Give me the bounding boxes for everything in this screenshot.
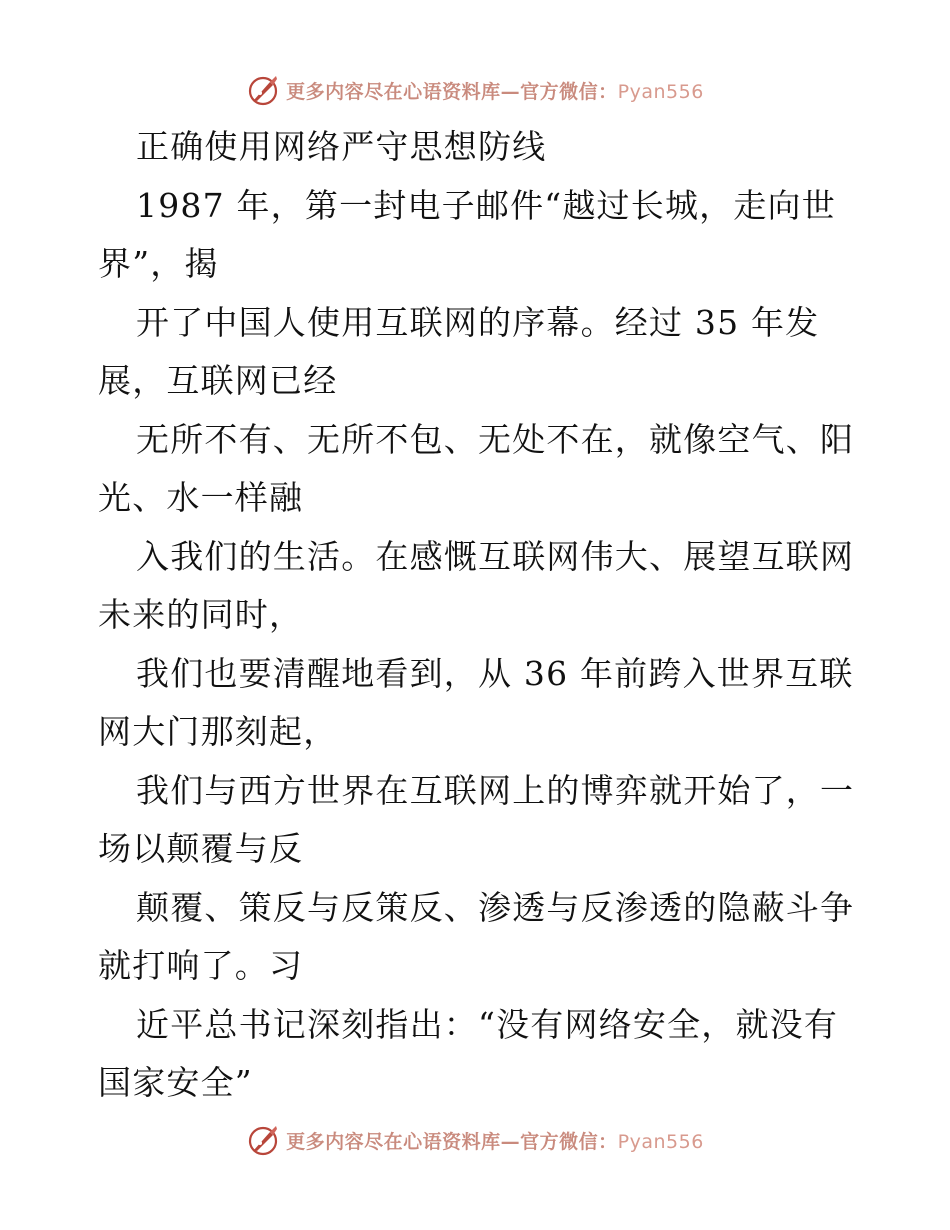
paragraph-line: 界”，揭: [98, 244, 219, 283]
paragraph-line: 场以颠覆与反: [98, 829, 304, 868]
paragraph-line: 入我们的生活。在感慨互联网伟大、展望互联网: [136, 536, 855, 576]
quill-pen-logo-icon: [246, 1123, 280, 1157]
watermark-text: 更多内容尽在心语资料库—官方微信：Pyan556: [286, 1130, 704, 1153]
footer-watermark-banner: [0, 1120, 950, 1160]
paragraph-line: 未来的同时，: [98, 595, 304, 634]
paragraph-line: 1987 年，第一封电子邮件“越过长城，走向世: [136, 185, 836, 225]
watermark-text: 更多内容尽在心语资料库—官方微信：Pyan556: [286, 80, 704, 103]
paragraph-line: 国家安全”: [98, 1063, 253, 1102]
quill-pen-logo-icon: [246, 73, 280, 107]
document-body: [98, 118, 858, 1113]
paragraph-line: 光、水一样融: [98, 478, 304, 517]
paragraph-line: 近平总书记深刻指出：“没有网络安全，就没有: [136, 1004, 839, 1044]
paragraph-line: 网大门那刻起，: [98, 712, 338, 751]
paragraph-line: 我们与西方世界在互联网上的博弈就开始了，一: [136, 770, 855, 810]
paragraph-line: 开了中国人使用互联网的序幕。经过 35 年发: [136, 302, 820, 342]
paragraph-line: 无所不有、无所不包、无处不在，就像空气、阳: [136, 419, 855, 459]
header-watermark-banner: [0, 70, 950, 110]
document-title: 正确使用网络严守思想防线: [136, 127, 547, 166]
paragraph-line: 颠覆、策反与反策反、渗透与反渗透的隐蔽斗争: [136, 887, 855, 927]
paragraph-line: 我们也要清醒地看到，从 36 年前跨入世界互联: [136, 653, 854, 693]
paragraph-line: 就打响了。习: [98, 946, 304, 985]
paragraph-line: 展，互联网已经: [98, 361, 338, 400]
